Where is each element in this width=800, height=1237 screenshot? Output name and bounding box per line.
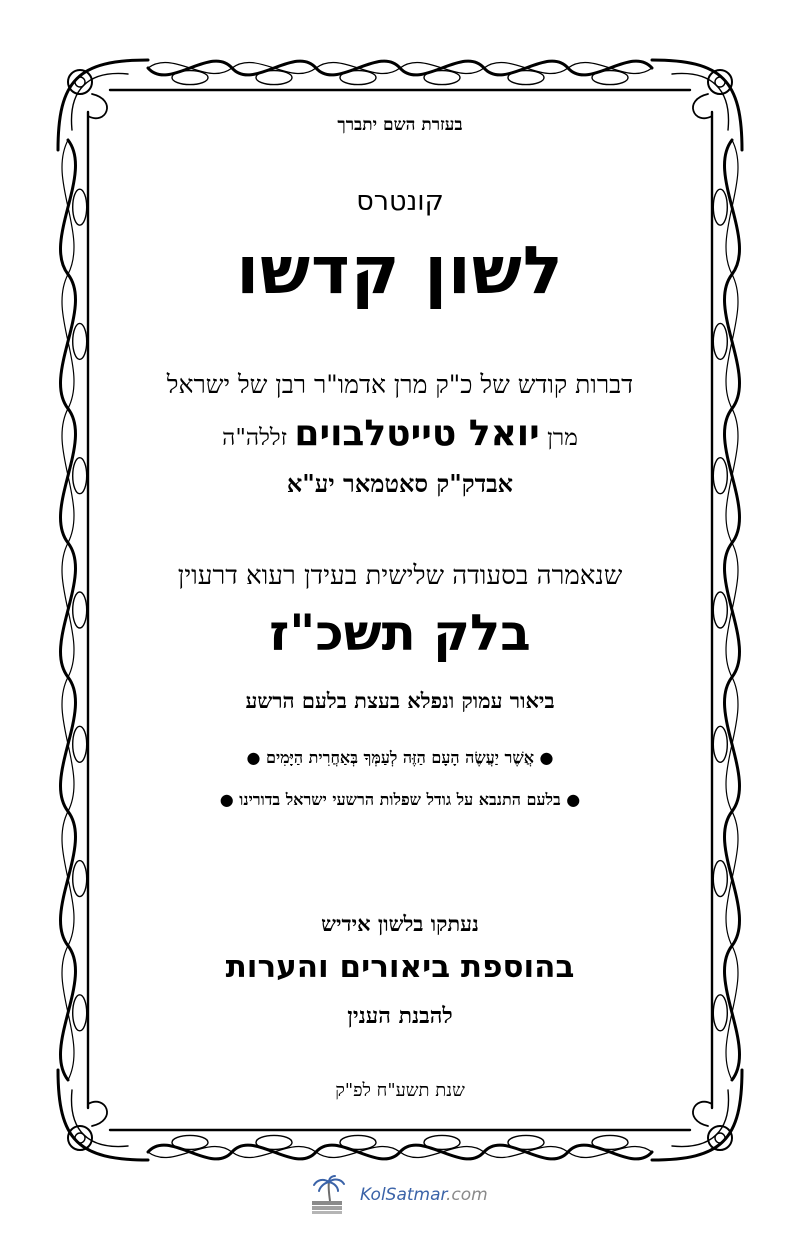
parsha-year-title: בלק תשכ"ז xyxy=(269,604,531,662)
side-flourish-left xyxy=(73,592,87,628)
side-flourish-right xyxy=(713,861,727,897)
logo-name: KolSatmar xyxy=(360,1185,446,1205)
title-page xyxy=(150,0,650,1237)
side-flourish-right xyxy=(713,189,727,225)
corner-ornament-bottom-left xyxy=(88,1102,107,1126)
corner-ornament-top-left xyxy=(88,94,107,118)
translation-note: נעתקו בלשון אידיש xyxy=(321,911,479,936)
additions-heading: בהוספת ביאורים והערות xyxy=(225,949,575,985)
publication-year: שנת תשע"ח לפ"ק xyxy=(335,1080,465,1101)
side-flourish-right xyxy=(713,995,727,1031)
corner-ornament-bottom-left xyxy=(75,1133,85,1143)
corner-ornament-top-left xyxy=(71,73,128,130)
corner-ornament-bottom-right xyxy=(672,1090,729,1147)
corner-ornament-top-right xyxy=(672,73,729,130)
side-flourish-right xyxy=(713,726,727,762)
maran-prefix: מרן xyxy=(547,425,578,451)
book-title: לשון קדשו xyxy=(236,232,564,309)
occasion-line: שנאמרה בסעודה שלישית בעידן רעוא דרעוין xyxy=(177,561,623,591)
understanding-line: להבנת הענין xyxy=(347,1003,453,1029)
kolsatmar-logo-link[interactable] xyxy=(302,1175,502,1215)
av-beit-din-line: אבדק"ק סאטמאר יע"א xyxy=(286,469,514,498)
side-flourish-left xyxy=(73,995,87,1031)
side-flourish-left xyxy=(73,726,87,762)
explanation-line: ביאור עמוק ונפלא בעצת בלעם הרשע xyxy=(245,688,555,713)
palm-tree-logo-icon xyxy=(306,1175,352,1215)
series-label: קונטרס xyxy=(356,186,444,217)
side-flourish-left xyxy=(73,861,87,897)
side-flourish-left xyxy=(73,189,87,225)
bullet-item: ● בלעם התנבא על גודל שפלות הרשעי ישראל בדורינו ● xyxy=(219,790,581,809)
invocation-heading: בעזרת השם יתברך xyxy=(337,115,463,135)
side-flourish-left xyxy=(73,458,87,494)
side-flourish-right xyxy=(713,458,727,494)
corner-ornament-top-left xyxy=(75,77,85,87)
logo-domain: .com xyxy=(445,1185,488,1205)
side-flourish-right xyxy=(713,592,727,628)
corner-ornament-bottom-right xyxy=(693,1102,712,1126)
subtitle-divrei-kodesh: דברות קודש של כ"ק מרן אדמו"ר רבן של ישראל xyxy=(166,370,634,399)
corner-ornament-bottom-right xyxy=(715,1133,725,1143)
rebbe-name: יואל טייטלבוים xyxy=(294,413,540,454)
rebbe-name-line xyxy=(150,413,650,454)
corner-ornament-top-right xyxy=(693,94,712,118)
bullet-item: ● אֲשֶׁר יַעֲשֶׂה הָעָם הַזֶּה לְעַמְּךָ בְּאַחֲרִית הַיָּמִים ● xyxy=(246,748,554,767)
maran-suffix: זללה"ה xyxy=(222,425,288,451)
side-flourish-right xyxy=(713,323,727,359)
side-flourish-left xyxy=(73,323,87,359)
corner-ornament-top-right xyxy=(715,77,725,87)
corner-ornament-bottom-left xyxy=(71,1090,128,1147)
